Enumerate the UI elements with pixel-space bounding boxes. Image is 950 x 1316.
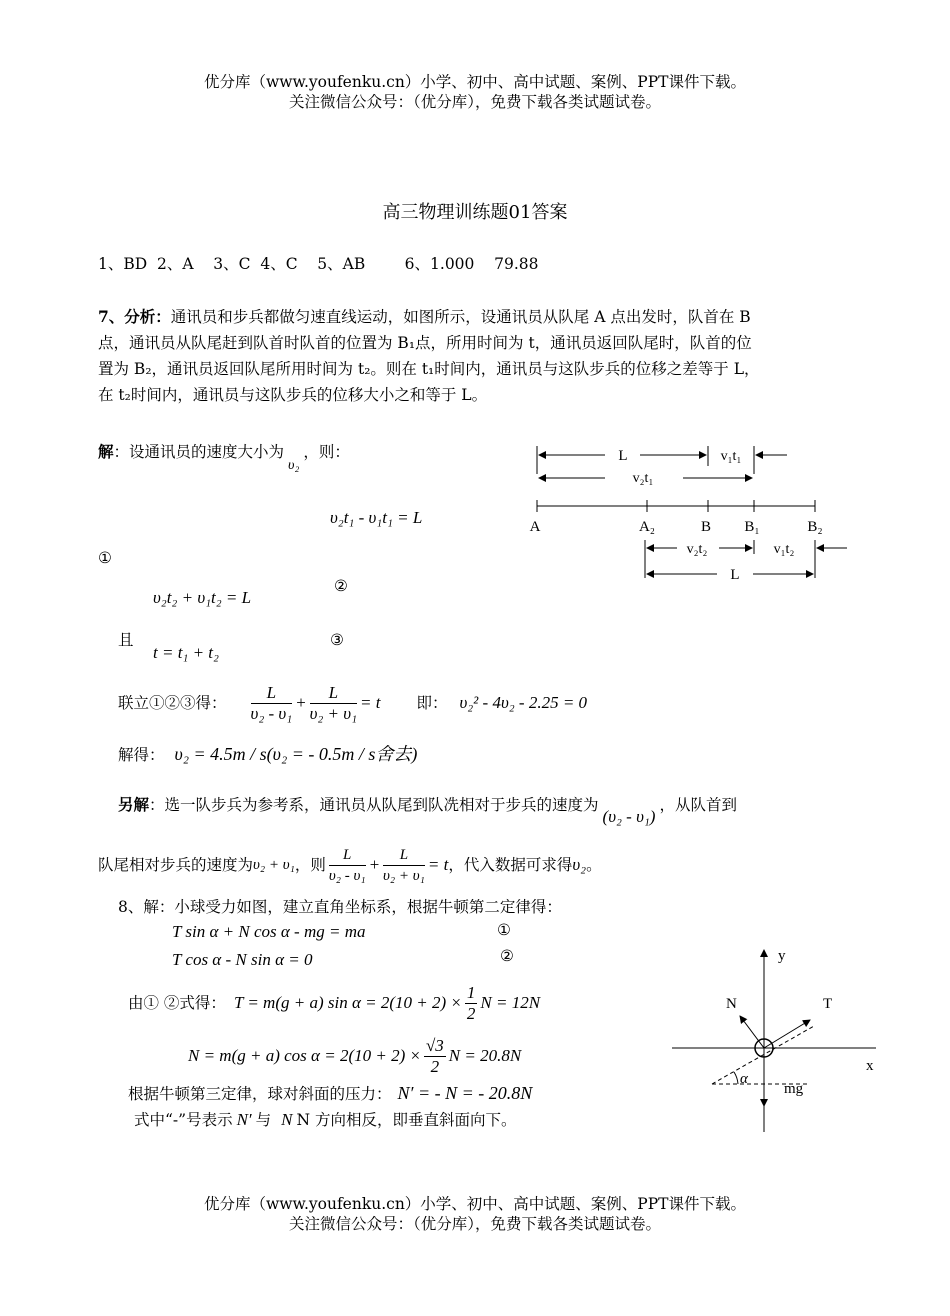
third-law-text: 根据牛顿第三定律，球对斜面的压力： [128, 1085, 392, 1103]
normal-equation-a: N = m(g + a) cos α = 2(10 + 2) × [188, 1046, 421, 1065]
q8-circle-1: ① [497, 921, 511, 939]
half-den: 2 [466, 1003, 476, 1023]
axis-y-label: y [778, 948, 786, 964]
q8-equation-2: T cos α - N sin α = 0 [172, 950, 313, 969]
point-B1: B₁ [744, 519, 760, 535]
point-B2: B₂ [807, 519, 823, 535]
fraction-2 [310, 683, 357, 724]
quadratic-equation: υ₂² - 4υ₂ - 2.25 = 0 [459, 693, 588, 712]
alt-sum-velocity: υ₂ + υ₁ [253, 857, 295, 873]
footer-line-2: 关注微信公众号：（优分库），免费下载各类试题试卷。 [288, 1215, 661, 1233]
point-A2: A₂ [638, 519, 656, 535]
alt-text-5: ，代入数据可求得 [448, 856, 573, 874]
result-line [118, 740, 417, 769]
alt-fraction-2-den: υ₂ + υ₁ [383, 867, 425, 884]
q8-note-line [134, 1110, 517, 1130]
footer-line-1: 优分库（www.youfenku.cn）小学、初中、高中试题、案例、PPT课件下载。 [203, 1195, 747, 1213]
fraction-1-den: υ₂ - υ₁ [250, 703, 293, 723]
q8-from-label: 由① ②式得： [128, 994, 226, 1012]
circle-1: ① [98, 549, 112, 567]
alt-fraction-1 [329, 845, 366, 886]
fraction-2-den: υ₂ + υ₁ [309, 703, 357, 723]
equation-3: t = t₁ + t₂ [153, 643, 219, 662]
combined-label: 联立①②③得： [118, 694, 227, 712]
label-L-bottom: L [730, 567, 740, 583]
q8-force-diagram [668, 942, 888, 1137]
q7-analysis-line-4: 在 t₂时间内，通讯员与这队步兵的位移大小之和等于 L。 [98, 386, 488, 404]
label-v2t2: v₂t₂ [686, 542, 708, 557]
q7-text-1: 通讯员和步兵都做匀速直线运动，如图所示，设通讯员从队尾 A 点出发时，队首在 B [170, 308, 751, 326]
note-text-b: 与 [255, 1111, 272, 1129]
circle-3: ③ [330, 631, 344, 649]
page-title: 高三物理训练题01答案 [382, 202, 568, 223]
alt-label: 另解 [118, 795, 150, 814]
q8-equation-1: T sin α + N cos α - mg = ma [172, 922, 366, 941]
q7-analysis-line-3: 置为 B₂，通讯员返回队尾所用时间为 t₂。则在 t₁时间内，通讯员与这队步兵的位移之差等于 L， [98, 360, 760, 378]
sqrt-fraction [424, 1036, 446, 1077]
q8-tension-line [128, 980, 540, 1025]
angle-alpha: α [740, 1071, 748, 1087]
header-line-2: 关注微信公众号：（优分库），免费下载各类试题试卷。 [288, 93, 661, 111]
normal-equation-b: N = 20.8N [448, 1046, 522, 1065]
q7-displacement-diagram [525, 438, 855, 588]
solution-text: ：设通讯员的速度大小为 [113, 443, 285, 461]
equation-2: υ₂t₂ + υ₁t₂ = L [153, 588, 252, 607]
alt-solution-line-1 [118, 790, 737, 826]
alt-fraction-1-den: υ₂ - υ₁ [328, 867, 366, 884]
alt-v2: υ₂ [572, 855, 587, 874]
alt-text-1: ：选一队步兵为参考系，通讯员从队尾到队冼相对于步兵的速度为 [149, 796, 599, 814]
tension-equation-a: T = m(g + a) sin α = 2(10 + 2) × [233, 993, 462, 1012]
note-n-prime: N′ [236, 1110, 252, 1129]
q8-intro: 8、解：小球受力如图，建立直角坐标系，根据牛顿第二定律得： [118, 898, 562, 916]
half-fraction [465, 983, 478, 1024]
alt-text-4: ，则 [294, 856, 326, 874]
label-v1t2: v₁t₂ [773, 542, 795, 557]
force-N-label: N [726, 996, 737, 1012]
q7-analysis-line-1 [98, 307, 751, 327]
alt-fraction-1-num: L [329, 845, 366, 866]
note-n: N [281, 1110, 293, 1129]
qie-label: 且 [118, 631, 134, 649]
half-num: 1 [466, 982, 476, 1002]
alt-solution-line-2: 队尾相对步兵的速度为υ₂ + υ₁，则 $\frac{L}{\text{υ₂ - υ₁}}$ + $\frac{L}{\text{υ₂ + υ₁}}$ = t，代入数据可求得υ₂。 [98, 846, 602, 884]
sqrt-num: √3 [425, 1035, 444, 1055]
fraction-2-num: L [310, 683, 357, 704]
result-label: 解得： [118, 746, 165, 764]
point-A: A [529, 519, 541, 535]
note-text-c: N 方向相反，即垂直斜面向下。 [296, 1111, 517, 1129]
alt-fraction-2 [383, 845, 425, 886]
label-v2t1: v₂t₁ [632, 471, 654, 486]
answers-line: 1、BD 2、A 3、C 4、C 5、AB 6、1.000 79.88 [98, 255, 539, 273]
circle-2: ② [334, 577, 348, 595]
solution-tail: ，则： [303, 443, 350, 461]
label-v1t1: v₁t₁ [720, 449, 742, 464]
point-B: B [700, 519, 712, 535]
alt-text-3: 队尾相对步兵的速度为 [98, 856, 254, 874]
q8-third-law-line [128, 1083, 532, 1104]
equation-1: υ₂t₁ - υ₁t₁ = L [330, 508, 423, 527]
tension-equation-b: N = 12N [480, 993, 541, 1012]
alt-fraction-2-num: L [383, 845, 425, 866]
alt-equals-t: = t [427, 855, 449, 874]
alt-end: 。 [586, 856, 602, 874]
force-mg-label: mg [784, 1081, 804, 1097]
ji-label: 即： [416, 694, 448, 712]
header-line-1: 优分库（www.youfenku.cn）小学、初中、高中试题、案例、PPT课件下载。 [203, 73, 747, 91]
velocity-symbol: υ₂ [288, 458, 300, 473]
relative-velocity: (υ₂ - υ₁) [602, 807, 656, 826]
sqrt-den: 2 [430, 1056, 440, 1076]
pressure-equation: N′ = - N = - 20.8N [397, 1083, 533, 1103]
axis-x-label: x [866, 1058, 874, 1074]
q7-label: 7、分析： [98, 307, 171, 326]
combined-equation: 联立①②③得： $\frac{L}{\text{υ₂ - υ₁}}$ + $\frac{L}{\text{υ₂ + υ₁}}$ = t 即： υ₂² - 4υ₂ - 2.25 = 0 [118, 682, 588, 723]
q8-circle-2: ② [500, 947, 514, 965]
label-L-top: L [618, 448, 628, 464]
solution-label: 解 [98, 442, 114, 461]
result-equation: υ₂ = 4.5m / s(υ₂ = - 0.5m / s舍去) [174, 744, 418, 764]
fraction-1 [251, 683, 293, 724]
q8-normal-line [188, 1033, 521, 1078]
fraction-1-num: L [251, 683, 293, 704]
force-T-label: T [823, 996, 833, 1012]
q7-solution-intro [98, 442, 350, 473]
alt-text-2: ，从队首到 [659, 796, 737, 814]
q7-analysis-line-2: 点，通讯员从队尾赶到队首时队首的位置为 B₁点，所用时间为 t，通讯员返回队尾时，队首的位 [98, 334, 752, 352]
note-text-a: 式中“-”号表示 [134, 1111, 233, 1129]
equals-t: = t [360, 693, 381, 712]
